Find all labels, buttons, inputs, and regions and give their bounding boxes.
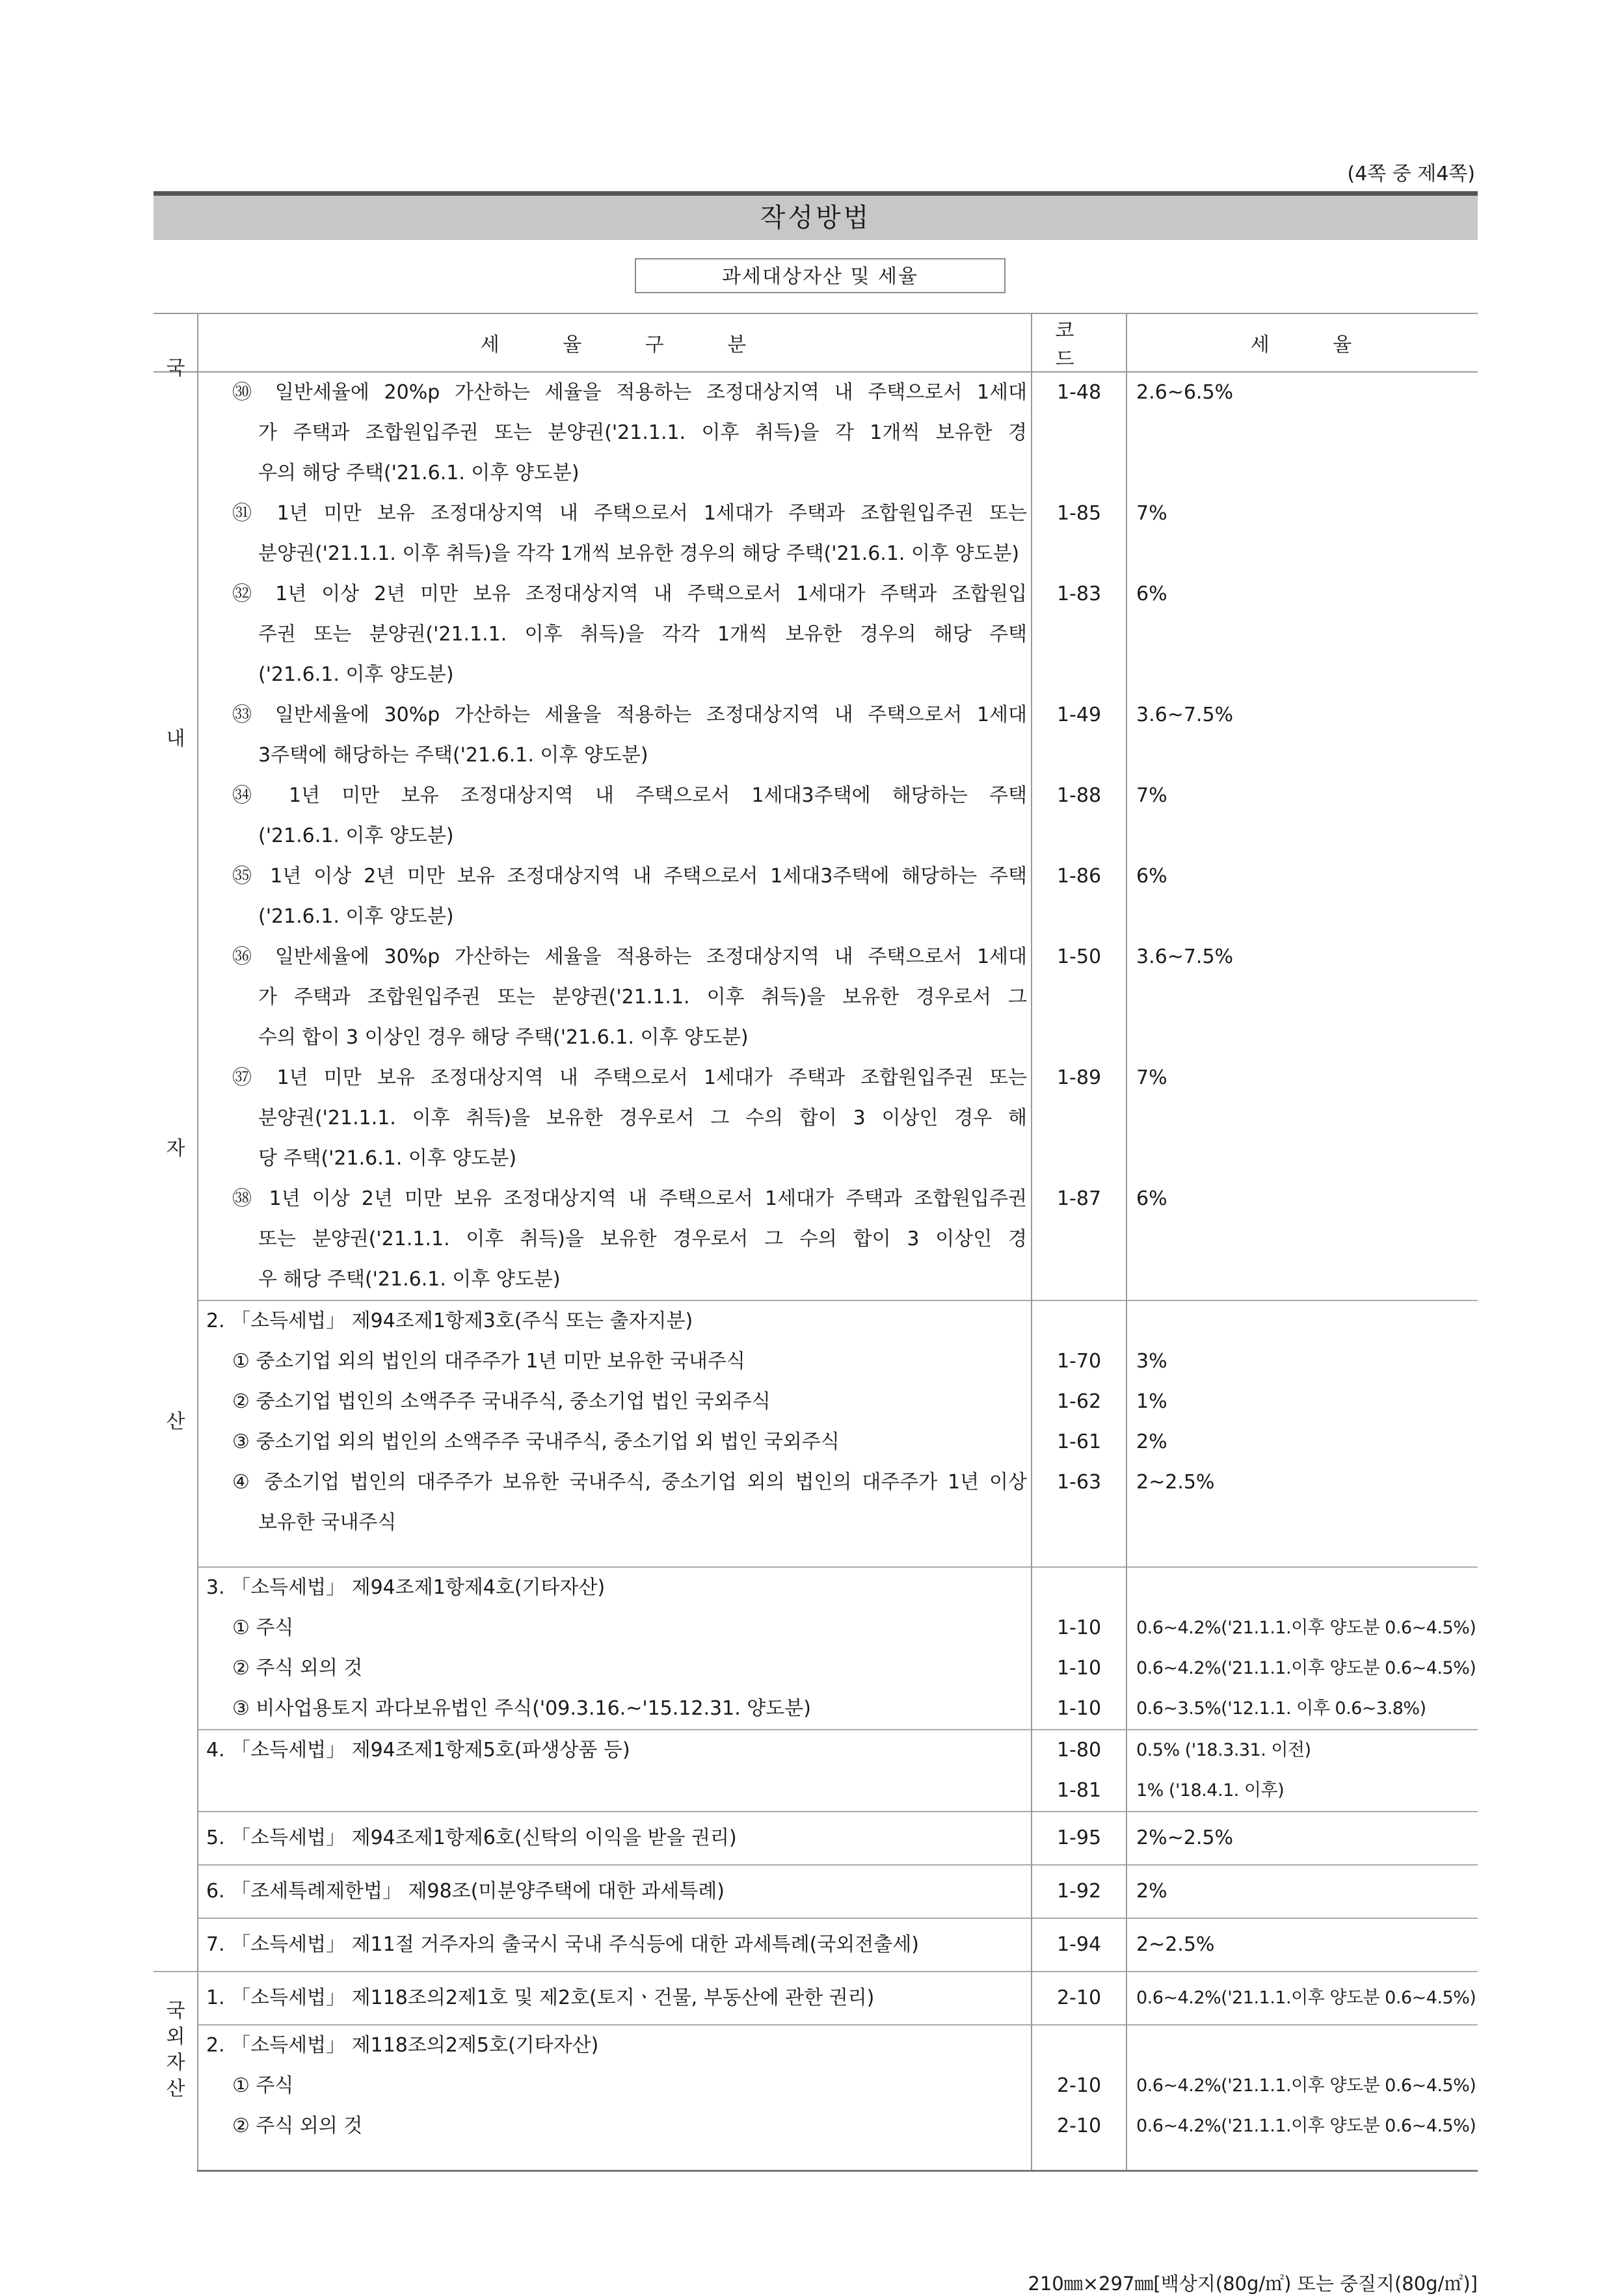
- text-line: ③ 비사업용토지 과다보유법인 주식('09.3.16.~'15.12.31. 양도분): [232, 1697, 811, 1720]
- rate-value: [1126, 937, 1478, 1058]
- text-line: 1-10: [1056, 1697, 1102, 1720]
- text-line: 0.6~3.5%('12.1.1. 이후 0.6~3.8%): [1136, 1698, 1426, 1719]
- text-line: ㉞ 1년 미만 보유 조정대상지역 내 주택으로서 1세대3주택에 해당하는 주택: [232, 784, 1027, 807]
- text-line: 7%: [1136, 502, 1167, 525]
- text-line: 3.6~7.5%: [1136, 945, 1234, 968]
- section-row: [153, 1300, 1478, 1567]
- rate-desc: [198, 1179, 1032, 1300]
- section-subtitle: 과세대상자산 및 세율: [635, 258, 1006, 293]
- text-line: 7%: [1136, 1066, 1167, 1089]
- table-row: [153, 695, 1478, 776]
- text-line: 또는 분양권('21.1.1. 이후 취득)을 보유한 경우로서 그 수의 합이 3 이상인 경: [258, 1228, 1027, 1250]
- rate-desc: [198, 574, 1032, 695]
- rate-code: [1032, 372, 1126, 494]
- text-line: 5. 「소득세법」 제94조제1항제6호(신탁의 이익을 받을 권리): [206, 1827, 737, 1849]
- rate-code: [1032, 695, 1126, 776]
- category-char: 자: [166, 2052, 185, 2074]
- rate-code: [1032, 776, 1126, 856]
- text-line: 2~2.5%: [1136, 1471, 1215, 1494]
- rate-desc: [198, 494, 1032, 574]
- text-line: ④ 중소기업 법인의 대주주가 보유한 국내주식, 중소기업 외의 법인의 대주주가 1년 이상: [232, 1471, 1027, 1494]
- category-char: 내: [166, 728, 185, 750]
- text-line: 1-83: [1056, 583, 1102, 605]
- rate-code: [1032, 856, 1126, 937]
- text-line: 1% ('18.4.1. 이후): [1136, 1780, 1285, 1801]
- text-line: ('21.6.1. 이후 양도분): [258, 663, 454, 686]
- text-line: ㊱ 일반세율에 30%p 가산하는 세율을 적용하는 조정대상지역 내 주택으로서 1세대: [232, 945, 1027, 968]
- rate-value: [1126, 1058, 1478, 1179]
- text-line: 2. 「소득세법」 제118조의2제5호(기타자산): [206, 2034, 599, 2057]
- table-row: [153, 494, 1478, 574]
- text-line: 6. 「조세특례제한법」 제98조(미분양주택에 대한 과세특례): [206, 1880, 725, 1903]
- text-line: 4. 「소득세법」 제94조제1항제5호(파생상품 등): [206, 1739, 630, 1762]
- section-row: [153, 1865, 1478, 1918]
- table-row: [153, 574, 1478, 695]
- text-line: 가 주택과 조합원입주권 또는 분양권('21.1.1. 이후 취득)을 각 1개씩 보유한 경: [258, 421, 1027, 444]
- category-char: 국: [166, 357, 185, 380]
- text-line: 분양권('21.1.1. 이후 취득)을 각각 1개씩 보유한 경우의 해당 주택('21.6.1. 이후 양도분): [258, 542, 1020, 565]
- rate-desc: [198, 776, 1032, 856]
- rate-desc: [198, 695, 1032, 776]
- text-line: 0.6~4.2%('21.1.1.이후 양도분 0.6~4.5%): [1136, 1988, 1476, 2008]
- text-line: 2-10: [1056, 2115, 1102, 2137]
- category-char: 산: [166, 2078, 185, 2100]
- rate-desc: [198, 1058, 1032, 1179]
- text-line: 2%: [1136, 1431, 1167, 1453]
- text-line: 1-85: [1056, 502, 1102, 525]
- text-line: ① 중소기업 외의 법인의 대주주가 1년 미만 보유한 국내주식: [232, 1350, 745, 1373]
- rate-desc: [198, 372, 1032, 494]
- rate-value: [1126, 856, 1478, 937]
- text-line: 1-50: [1056, 945, 1102, 968]
- rate-code: [1032, 574, 1126, 695]
- rate-code: [1032, 1179, 1126, 1300]
- text-line: 1-86: [1056, 865, 1102, 888]
- rate-value: [1126, 776, 1478, 856]
- header-rate: 세 율: [1126, 313, 1478, 372]
- rate-code: [1032, 494, 1126, 574]
- text-line: ㊳ 1년 이상 2년 미만 보유 조정대상지역 내 주택으로서 1세대가 주택과 조합원입주권: [232, 1187, 1027, 1210]
- text-line: 3. 「소득세법」 제94조제1항제4호(기타자산): [206, 1576, 606, 1599]
- text-line: 1. 「소득세법」 제118조의2제1호 및 제2호(토지ㆍ건물, 부동산에 관한 권리): [206, 1986, 875, 2009]
- paper-spec-footer: 210㎜×297㎜[백상지(80g/㎡) 또는 중질지(80g/㎡)]: [1028, 2273, 1478, 2295]
- text-line: 주권 또는 분양권('21.1.1. 이후 취득)을 각각 1개씩 보유한 경우의 해당 주택: [258, 623, 1027, 646]
- text-line: ('21.6.1. 이후 양도분): [258, 825, 454, 847]
- text-line: 1-49: [1056, 704, 1102, 726]
- text-line: ① 주식: [232, 1616, 294, 1639]
- rate-value: [1126, 372, 1478, 494]
- table-row: [153, 776, 1478, 856]
- section-row: [153, 2025, 1478, 2171]
- text-line: 우 해당 주택('21.6.1. 이후 양도분): [258, 1268, 561, 1291]
- header-code: 코 드: [1032, 313, 1126, 372]
- header-desc: 세 율 구 분: [198, 313, 1032, 372]
- text-line: 1-61: [1056, 1431, 1102, 1453]
- category-char: 외: [166, 2025, 185, 2048]
- text-line: ㉚ 일반세율에 20%p 가산하는 세율을 적용하는 조정대상지역 내 주택으로서 1세대: [232, 381, 1027, 404]
- form-page: [153, 163, 1478, 2295]
- table-row: [153, 1179, 1478, 1300]
- text-line: 6%: [1136, 583, 1167, 605]
- text-line: 1%: [1136, 1390, 1167, 1413]
- rate-value: [1126, 695, 1478, 776]
- text-line: 1-92: [1056, 1880, 1102, 1903]
- rate-value: [1126, 574, 1478, 695]
- text-line: 7. 「소득세법」 제11절 거주자의 출국시 국내 주식등에 대한 과세특례(국외전출세): [206, 1933, 919, 1956]
- table-header-row: [153, 313, 1478, 372]
- rate-code: [1032, 1058, 1126, 1179]
- text-line: 3.6~7.5%: [1136, 704, 1234, 726]
- text-line: ㉟ 1년 이상 2년 미만 보유 조정대상지역 내 주택으로서 1세대3주택에 해당하는 주택: [232, 865, 1027, 888]
- text-line: 보유한 국내주식: [258, 1511, 397, 1534]
- category-char: 국: [166, 1999, 185, 2022]
- text-line: 2.6~6.5%: [1136, 381, 1234, 404]
- text-line: 3주택에 해당하는 주택('21.6.1. 이후 양도분): [258, 744, 648, 767]
- section-row: [153, 1730, 1478, 1812]
- text-line: 1-80: [1056, 1739, 1102, 1762]
- category-domestic-assets: [153, 357, 198, 1972]
- table-row: [153, 1058, 1478, 1179]
- text-line: 2-10: [1056, 2074, 1102, 2097]
- rate-value: [1126, 494, 1478, 574]
- table-row: [153, 937, 1478, 1058]
- text-line: 분양권('21.1.1. 이후 취득)을 보유한 경우로서 그 수의 합이 3 이상인 경우 해: [258, 1107, 1027, 1129]
- section-row: [153, 1567, 1478, 1730]
- tax-rate-table: [153, 313, 1478, 2172]
- text-line: 1-10: [1056, 1616, 1102, 1639]
- text-line: 2. 「소득세법」 제94조제1항제3호(주식 또는 출자지분): [206, 1310, 693, 1332]
- category-char: 자: [166, 1137, 185, 1160]
- rate-code: [1032, 937, 1126, 1058]
- text-line: ㉛ 1년 미만 보유 조정대상지역 내 주택으로서 1세대가 주택과 조합원입주권 또는: [232, 502, 1027, 525]
- text-line: ② 주식 외의 것: [232, 2115, 363, 2137]
- text-line: 1-94: [1056, 1933, 1102, 1956]
- section-row: [153, 1812, 1478, 1865]
- rate-value: [1126, 1179, 1478, 1300]
- text-line: 3%: [1136, 1350, 1167, 1373]
- rate-desc: [198, 856, 1032, 937]
- rate-desc: [198, 937, 1032, 1058]
- text-line: ② 중소기업 법인의 소액주주 국내주식, 중소기업 법인 국외주식: [232, 1390, 771, 1413]
- page-title: 작성방법: [153, 191, 1478, 240]
- section-row: [153, 1918, 1478, 1972]
- text-line: ① 주식: [232, 2074, 294, 2097]
- text-line: 우의 해당 주택('21.6.1. 이후 양도분): [258, 462, 580, 484]
- text-line: ③ 중소기업 외의 법인의 소액주주 국내주식, 중소기업 외 법인 국외주식: [232, 1431, 840, 1453]
- text-line: 1-10: [1056, 1657, 1102, 1680]
- text-line: 2~2.5%: [1136, 1933, 1215, 1956]
- text-line: 1-87: [1056, 1187, 1102, 1210]
- text-line: ㊲ 1년 미만 보유 조정대상지역 내 주택으로서 1세대가 주택과 조합원입주권 또는: [232, 1066, 1027, 1089]
- text-line: 0.6~4.2%('21.1.1.이후 양도분 0.6~4.5%): [1136, 1658, 1476, 1678]
- table-row: [153, 856, 1478, 937]
- category-foreign-assets: [153, 1972, 198, 2171]
- text-line: 1-62: [1056, 1390, 1102, 1413]
- text-line: ② 주식 외의 것: [232, 1657, 363, 1680]
- text-line: 0.6~4.2%('21.1.1.이후 양도분 0.6~4.5%): [1136, 2116, 1476, 2136]
- text-line: 당 주택('21.6.1. 이후 양도분): [258, 1147, 517, 1170]
- text-line: 6%: [1136, 865, 1167, 888]
- text-line: 1-89: [1056, 1066, 1102, 1089]
- text-line: 가 주택과 조합원입주권 또는 분양권('21.1.1. 이후 취득)을 보유한 경우로서 그: [258, 986, 1027, 1009]
- text-line: 1-63: [1056, 1471, 1102, 1494]
- text-line: ㉝ 일반세율에 30%p 가산하는 세율을 적용하는 조정대상지역 내 주택으로서 1세대: [232, 704, 1027, 726]
- text-line: 1-48: [1056, 381, 1102, 404]
- text-line: 1-70: [1056, 1350, 1102, 1373]
- page-number: (4쪽 중 제4쪽): [1347, 163, 1475, 185]
- text-line: 0.6~4.2%('21.1.1.이후 양도분 0.6~4.5%): [1136, 1618, 1476, 1638]
- text-line: 0.6~4.2%('21.1.1.이후 양도분 0.6~4.5%): [1136, 2076, 1476, 2096]
- text-line: 2-10: [1056, 1986, 1102, 2009]
- text-line: 7%: [1136, 784, 1167, 807]
- text-line: 2%: [1136, 1880, 1167, 1903]
- category-char: 산: [166, 1410, 185, 1433]
- text-line: 1-88: [1056, 784, 1102, 807]
- text-line: 0.5% ('18.3.31. 이전): [1136, 1740, 1311, 1760]
- text-line: 1-95: [1056, 1827, 1102, 1849]
- text-line: 2%~2.5%: [1136, 1827, 1233, 1849]
- text-line: 6%: [1136, 1187, 1167, 1210]
- section-row: [153, 1972, 1478, 2025]
- text-line: 1-81: [1056, 1779, 1102, 1802]
- text-line: ('21.6.1. 이후 양도분): [258, 905, 454, 928]
- text-line: 수의 합이 3 이상인 경우 해당 주택('21.6.1. 이후 양도분): [258, 1026, 749, 1049]
- text-line: ㉜ 1년 이상 2년 미만 보유 조정대상지역 내 주택으로서 1세대가 주택과 조합원입: [232, 583, 1027, 605]
- table-row: [153, 372, 1478, 494]
